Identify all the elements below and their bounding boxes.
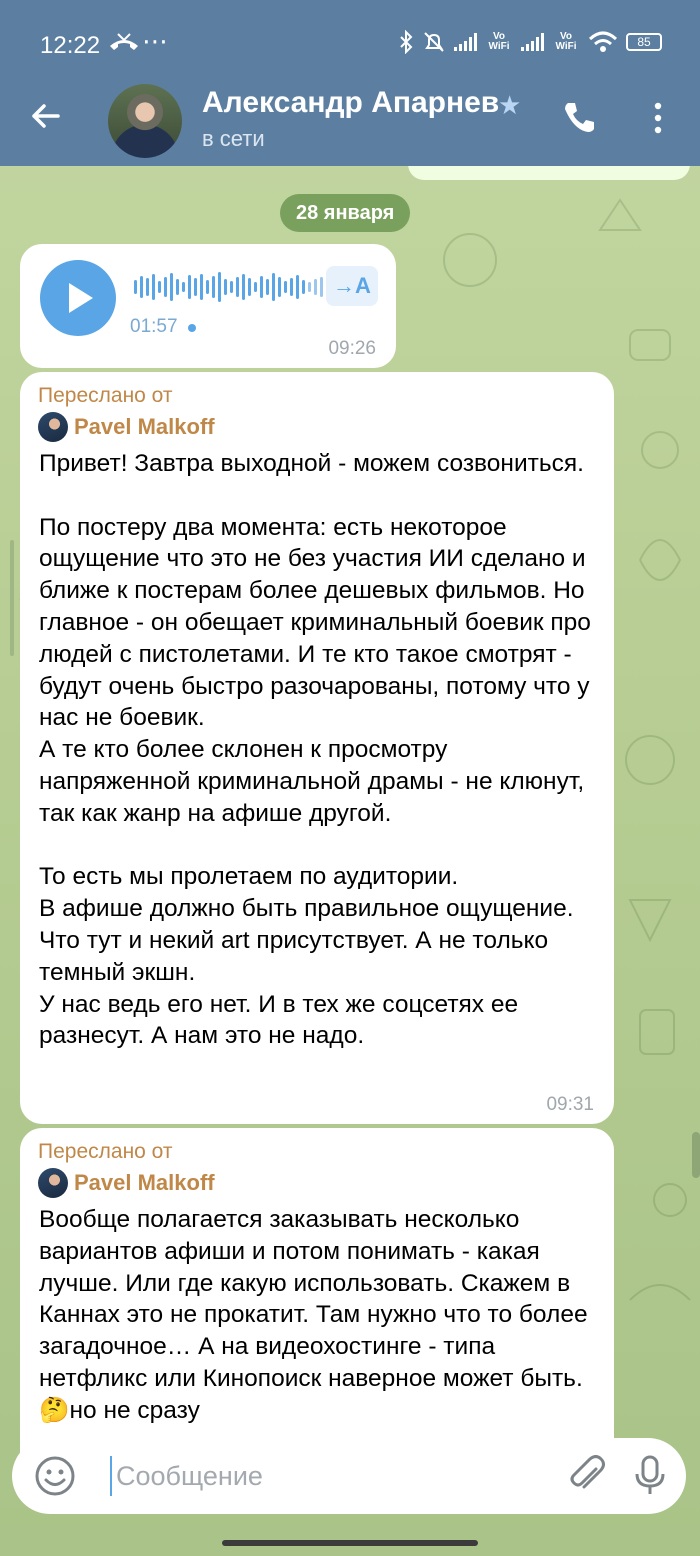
microphone-icon[interactable] — [632, 1454, 668, 1498]
date-separator: 28 января — [280, 194, 410, 232]
more-notifications-icon: ⋯ — [142, 26, 168, 56]
waveform-bar — [158, 281, 161, 293]
contact-avatar[interactable] — [108, 84, 182, 158]
vowifi-icon: Vo WiFi — [555, 31, 577, 52]
waveform-bar — [212, 276, 215, 298]
more-options-icon[interactable] — [648, 100, 668, 136]
waveform-bar — [254, 282, 257, 292]
back-arrow-icon[interactable] — [28, 98, 64, 134]
contact-status: в сети — [202, 126, 265, 151]
waveform-bar — [302, 280, 305, 294]
message-composer — [12, 1438, 686, 1514]
waveform-bar — [242, 274, 245, 300]
forwarded-avatar[interactable] — [38, 1168, 68, 1198]
forwarded-from-name[interactable]: Pavel Malkoff — [74, 1170, 215, 1195]
home-indicator[interactable] — [222, 1540, 478, 1546]
waveform-bar — [260, 276, 263, 298]
message-text: Вообще полагается заказывать несколько вариантов афиши и потом понимать - какая лучше. Или где какую использовать. Скажем в Каннах это не прокатит. Там нужно что то более загадочное… А на видеохостинге - типа нетфликс или Кинопоиск наверное может быть. 🤔но не сразу — [39, 1206, 595, 1424]
message-time: 09:26 — [328, 338, 376, 359]
waveform-bar — [230, 281, 233, 293]
waveform-bar — [146, 278, 149, 296]
forwarded-from-name[interactable]: Pavel Malkoff — [74, 414, 215, 439]
emoji-icon[interactable] — [34, 1455, 76, 1497]
waveform-bar — [194, 278, 197, 296]
waveform-bar — [272, 273, 275, 301]
message-time: 09:31 — [546, 1094, 594, 1115]
voice-duration: 01:57 — [130, 316, 178, 337]
status-right-icons — [398, 30, 662, 54]
battery-indicator: 85 — [626, 33, 662, 51]
waveform-bar — [200, 274, 203, 300]
waveform-bar — [206, 280, 209, 294]
contact-name[interactable]: Александр Апарнев — [202, 86, 500, 119]
voice-message-bubble[interactable] — [20, 244, 396, 368]
status-time: 12:22 — [40, 32, 101, 59]
signal-icon — [521, 33, 544, 51]
status-left-icons — [108, 26, 178, 62]
waveform-bar — [296, 275, 299, 299]
waveform-bar — [182, 282, 185, 292]
waveform-bar — [314, 279, 317, 295]
waveform-bar — [266, 279, 269, 295]
paperclip-icon[interactable] — [568, 1455, 608, 1497]
waveform-bar — [320, 277, 323, 297]
forwarded-message-bubble[interactable] — [20, 1128, 614, 1488]
transcribe-button[interactable]: →A — [326, 266, 378, 306]
waveform-bar — [170, 273, 173, 301]
unplayed-indicator — [188, 324, 196, 332]
message-text: Привет! Завтра выходной - можем созвониться. По постеру два момента: есть некоторое ощущение что это не без участия ИИ сделано и ближе к постерам более дешевых фильмов. Но главное - он обещает криминальный боевик про людей с пистолетами. И те кто такое смотрят - будут очень быстро разочарованы, потому что у нас не боевик. А те кто более склонен к просмотру напряженной криминальной драмы - не клюнут, так как жанр на афише другой. То есть мы пролетаем по аудитории. В афише должно быть правильное ощущение. Что тут и некий art присутствует. А не только темный экшн. У нас ведь его нет. И в тех же соцсетях ее разнесут. А нам это не надо. — [39, 450, 591, 1050]
waveform-bar — [176, 279, 179, 295]
waveform-bar — [290, 278, 293, 296]
chat-header — [0, 78, 700, 166]
waveform-bar — [218, 272, 221, 302]
waveform-bar — [140, 276, 143, 298]
waveform-bar — [284, 281, 287, 293]
waveform-bar — [248, 278, 251, 296]
fast-scroll-handle[interactable] — [692, 1132, 700, 1178]
forwarded-label: Переслано от — [38, 384, 173, 407]
premium-star-icon: ★ — [498, 90, 522, 120]
waveform-bar — [224, 279, 227, 295]
forwarded-label: Переслано от — [38, 1140, 173, 1163]
wifi-icon — [588, 30, 618, 54]
waveform-bar — [278, 277, 281, 297]
forwarded-message-bubble[interactable] — [20, 372, 614, 1124]
signal-icon — [454, 33, 477, 51]
phone-icon[interactable] — [560, 100, 596, 136]
waveform-bar — [134, 280, 137, 294]
status-bar — [0, 0, 700, 88]
forwarded-avatar[interactable] — [38, 412, 68, 442]
waveform-bar — [152, 274, 155, 300]
waveform-bar — [236, 277, 239, 297]
message-input[interactable] — [110, 1456, 550, 1496]
play-button[interactable] — [40, 260, 116, 336]
scroll-edge-indicator — [10, 540, 14, 656]
waveform-bar — [188, 275, 191, 299]
waveform-bar — [164, 277, 167, 297]
chat-header-bar — [0, 0, 700, 166]
vowifi-icon: Vo WiFi — [488, 31, 510, 52]
silent-bell-icon — [422, 30, 446, 54]
waveform-bar — [308, 282, 311, 292]
bluetooth-icon — [398, 30, 414, 54]
